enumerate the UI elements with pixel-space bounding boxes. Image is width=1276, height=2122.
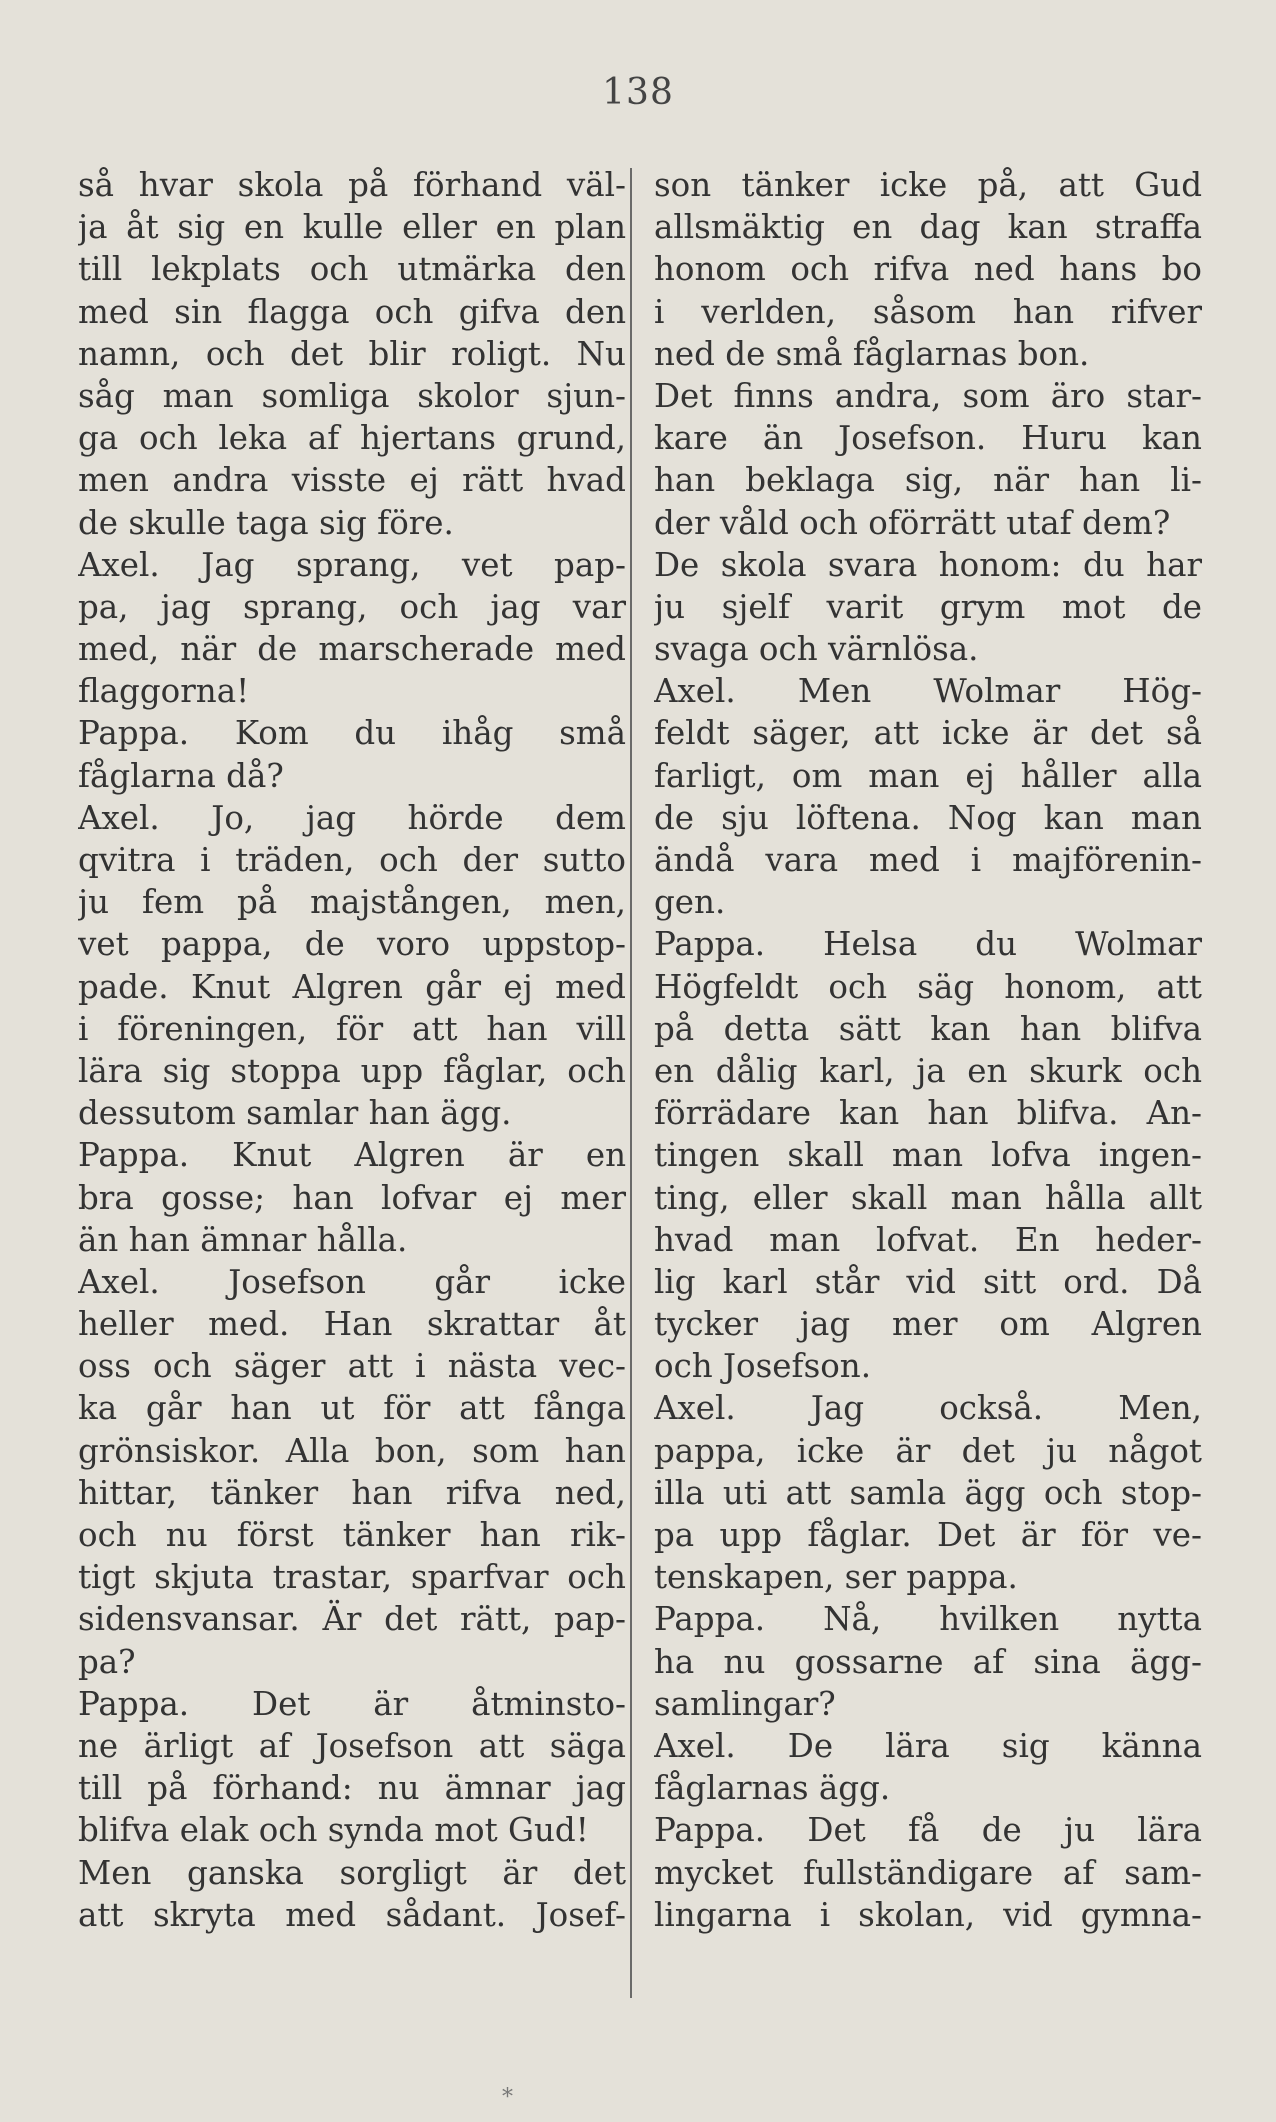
text-line: pa upp fåglar. Det är för ve-	[654, 1516, 1202, 1554]
text-line: ju sjelf varit grym mot de	[654, 587, 1202, 626]
text-line: Axel. Jo, jag hörde dem	[78, 798, 626, 837]
text-line: oss och säger att i nästa vec-	[78, 1347, 626, 1386]
text-line: de skulle taga sig före.	[78, 503, 454, 542]
text-line: till lekplats och utmärka den	[78, 250, 626, 289]
text-line: de sju löftena. Nog kan man	[654, 798, 1202, 837]
text-line: Pappa. Det är åtminsto-	[78, 1684, 626, 1723]
text-line: i föreningen, för att han vill	[78, 1009, 626, 1048]
text-line: ha nu gossarne af sina ägg-	[654, 1642, 1202, 1681]
text-line: Pappa. Kom du ihåg små	[78, 714, 626, 753]
text-line: med sin flagga och gifva den	[78, 292, 626, 331]
text-line: ga och leka af hjertans grund,	[78, 419, 626, 458]
text-line: lig karl står vid sitt ord. Då	[654, 1262, 1202, 1301]
bottom-mark: *	[502, 2085, 513, 2110]
text-line: än han ämnar hålla.	[78, 1220, 408, 1259]
text-line: han beklaga sig, när han li-	[654, 461, 1202, 500]
text-line: att skryta med sådant. Josef-	[78, 1895, 626, 1934]
text-line: ändå vara med i majförenin-	[654, 841, 1202, 879]
text-line: pa, jag sprang, och jag var	[78, 587, 626, 626]
text-line: ka går han ut för att fånga	[78, 1389, 626, 1428]
text-line: i verlden, såsom han rifver	[654, 292, 1202, 331]
column-divider	[630, 168, 632, 1998]
text-line: der våld och oförrätt utaf dem?	[654, 503, 1171, 542]
text-line: allsmäktig en dag kan straffa	[654, 208, 1202, 247]
text-line: mycket fullständigare af sam-	[654, 1853, 1202, 1892]
text-line: Axel. De lära sig känna	[654, 1726, 1202, 1765]
text-line: Axel. Josefson går icke	[78, 1262, 626, 1301]
text-line: illa uti att samla ägg och stop-	[654, 1473, 1202, 1512]
text-line: pade. Knut Algren går ej med	[78, 967, 626, 1006]
text-line: kare än Josefson. Huru kan	[654, 419, 1202, 458]
text-line: tycker jag mer om Algren	[654, 1305, 1202, 1344]
text-line: Pappa. Helsa du Wolmar	[654, 925, 1202, 964]
text-line: så hvar skola på förhand väl-	[78, 166, 626, 204]
text-line: son tänker icke på, att Gud	[654, 166, 1202, 204]
text-line: till på förhand: nu ämnar jag	[78, 1769, 626, 1808]
text-line: hittar, tänker han rifva ned,	[78, 1473, 626, 1512]
text-line: farligt, om man ej håller alla	[654, 756, 1202, 795]
text-line: samlingar?	[654, 1684, 836, 1723]
text-line: förrädare kan han blifva. An-	[654, 1094, 1202, 1133]
text-line: med, när de marscherade med	[78, 630, 626, 669]
text-line: såg man somliga skolor sjun-	[78, 376, 626, 415]
text-line: Högfeldt och säg honom, att	[654, 967, 1202, 1006]
text-line: grönsiskor. Alla bon, som han	[78, 1431, 626, 1470]
text-line: flaggorna!	[78, 672, 250, 711]
text-line: ju fem på majstången, men,	[78, 883, 626, 922]
text-line: heller med. Han skrattar åt	[78, 1305, 626, 1344]
page-number: 138	[602, 72, 674, 113]
text-line: ja åt sig en kulle eller en plan	[78, 208, 626, 247]
text-line: blifva elak och synda mot Gud!	[78, 1811, 589, 1850]
text-line: hvad man lofvat. En heder-	[654, 1220, 1202, 1259]
text-line: fåglarnas ägg.	[654, 1769, 891, 1808]
text-line: vet pappa, de voro uppstop-	[78, 925, 626, 964]
text-line: svaga och värnlösa.	[654, 630, 979, 669]
text-line: sidensvansar. Är det rätt, pap-	[78, 1600, 626, 1639]
text-line: och nu först tänker han rik-	[78, 1516, 626, 1554]
text-line: Pappa. Knut Algren är en	[78, 1136, 626, 1175]
text-line: ned de små fåglarnas bon.	[654, 334, 1090, 373]
text-line: lingarna i skolan, vid gymna-	[654, 1895, 1202, 1934]
text-line: på detta sätt kan han blifva	[654, 1009, 1202, 1048]
text-line: qvitra i träden, och der sutto	[78, 841, 626, 879]
text-line: feldt säger, att icke är det så	[654, 714, 1202, 753]
text-line: men andra visste ej rätt hvad	[78, 461, 626, 500]
text-line: Axel. Jag också. Men,	[654, 1389, 1202, 1428]
text-line: De skola svara honom: du har	[654, 545, 1202, 584]
text-line: tenskapen, ser pappa.	[654, 1558, 1018, 1597]
text-line: Pappa. Nå, hvilken nytta	[654, 1600, 1202, 1639]
text-line: tingen skall man lofva ingen-	[654, 1136, 1202, 1175]
right-text-column	[654, 164, 1202, 1936]
text-line: och Josefson.	[654, 1347, 872, 1386]
text-line: pa?	[78, 1642, 136, 1681]
text-line: Men ganska sorgligt är det	[78, 1853, 626, 1892]
text-line: gen.	[654, 883, 726, 922]
text-line: pappa, icke är det ju något	[654, 1431, 1202, 1470]
text-line: Pappa. Det få de ju lära	[654, 1811, 1202, 1850]
text-line: namn, och det blir roligt. Nu	[78, 334, 626, 373]
text-line: en dålig karl, ja en skurk och	[654, 1051, 1202, 1090]
text-line: honom och rifva ned hans bo	[654, 250, 1202, 289]
text-line: Det finns andra, som äro star-	[654, 376, 1202, 415]
text-line: ting, eller skall man hålla allt	[654, 1178, 1202, 1217]
text-line: bra gosse; han lofvar ej mer	[78, 1178, 626, 1217]
text-line: Axel. Men Wolmar Hög-	[654, 672, 1202, 711]
text-line: fåglarna då?	[78, 756, 284, 795]
left-text-column	[78, 164, 626, 1936]
text-line: lära sig stoppa upp fåglar, och	[78, 1051, 626, 1090]
text-line: Axel. Jag sprang, vet pap-	[78, 545, 626, 584]
text-line: ne ärligt af Josefson att säga	[78, 1726, 626, 1765]
text-line: dessutom samlar han ägg.	[78, 1094, 512, 1133]
text-line: tigt skjuta trastar, sparfvar och	[78, 1558, 626, 1597]
